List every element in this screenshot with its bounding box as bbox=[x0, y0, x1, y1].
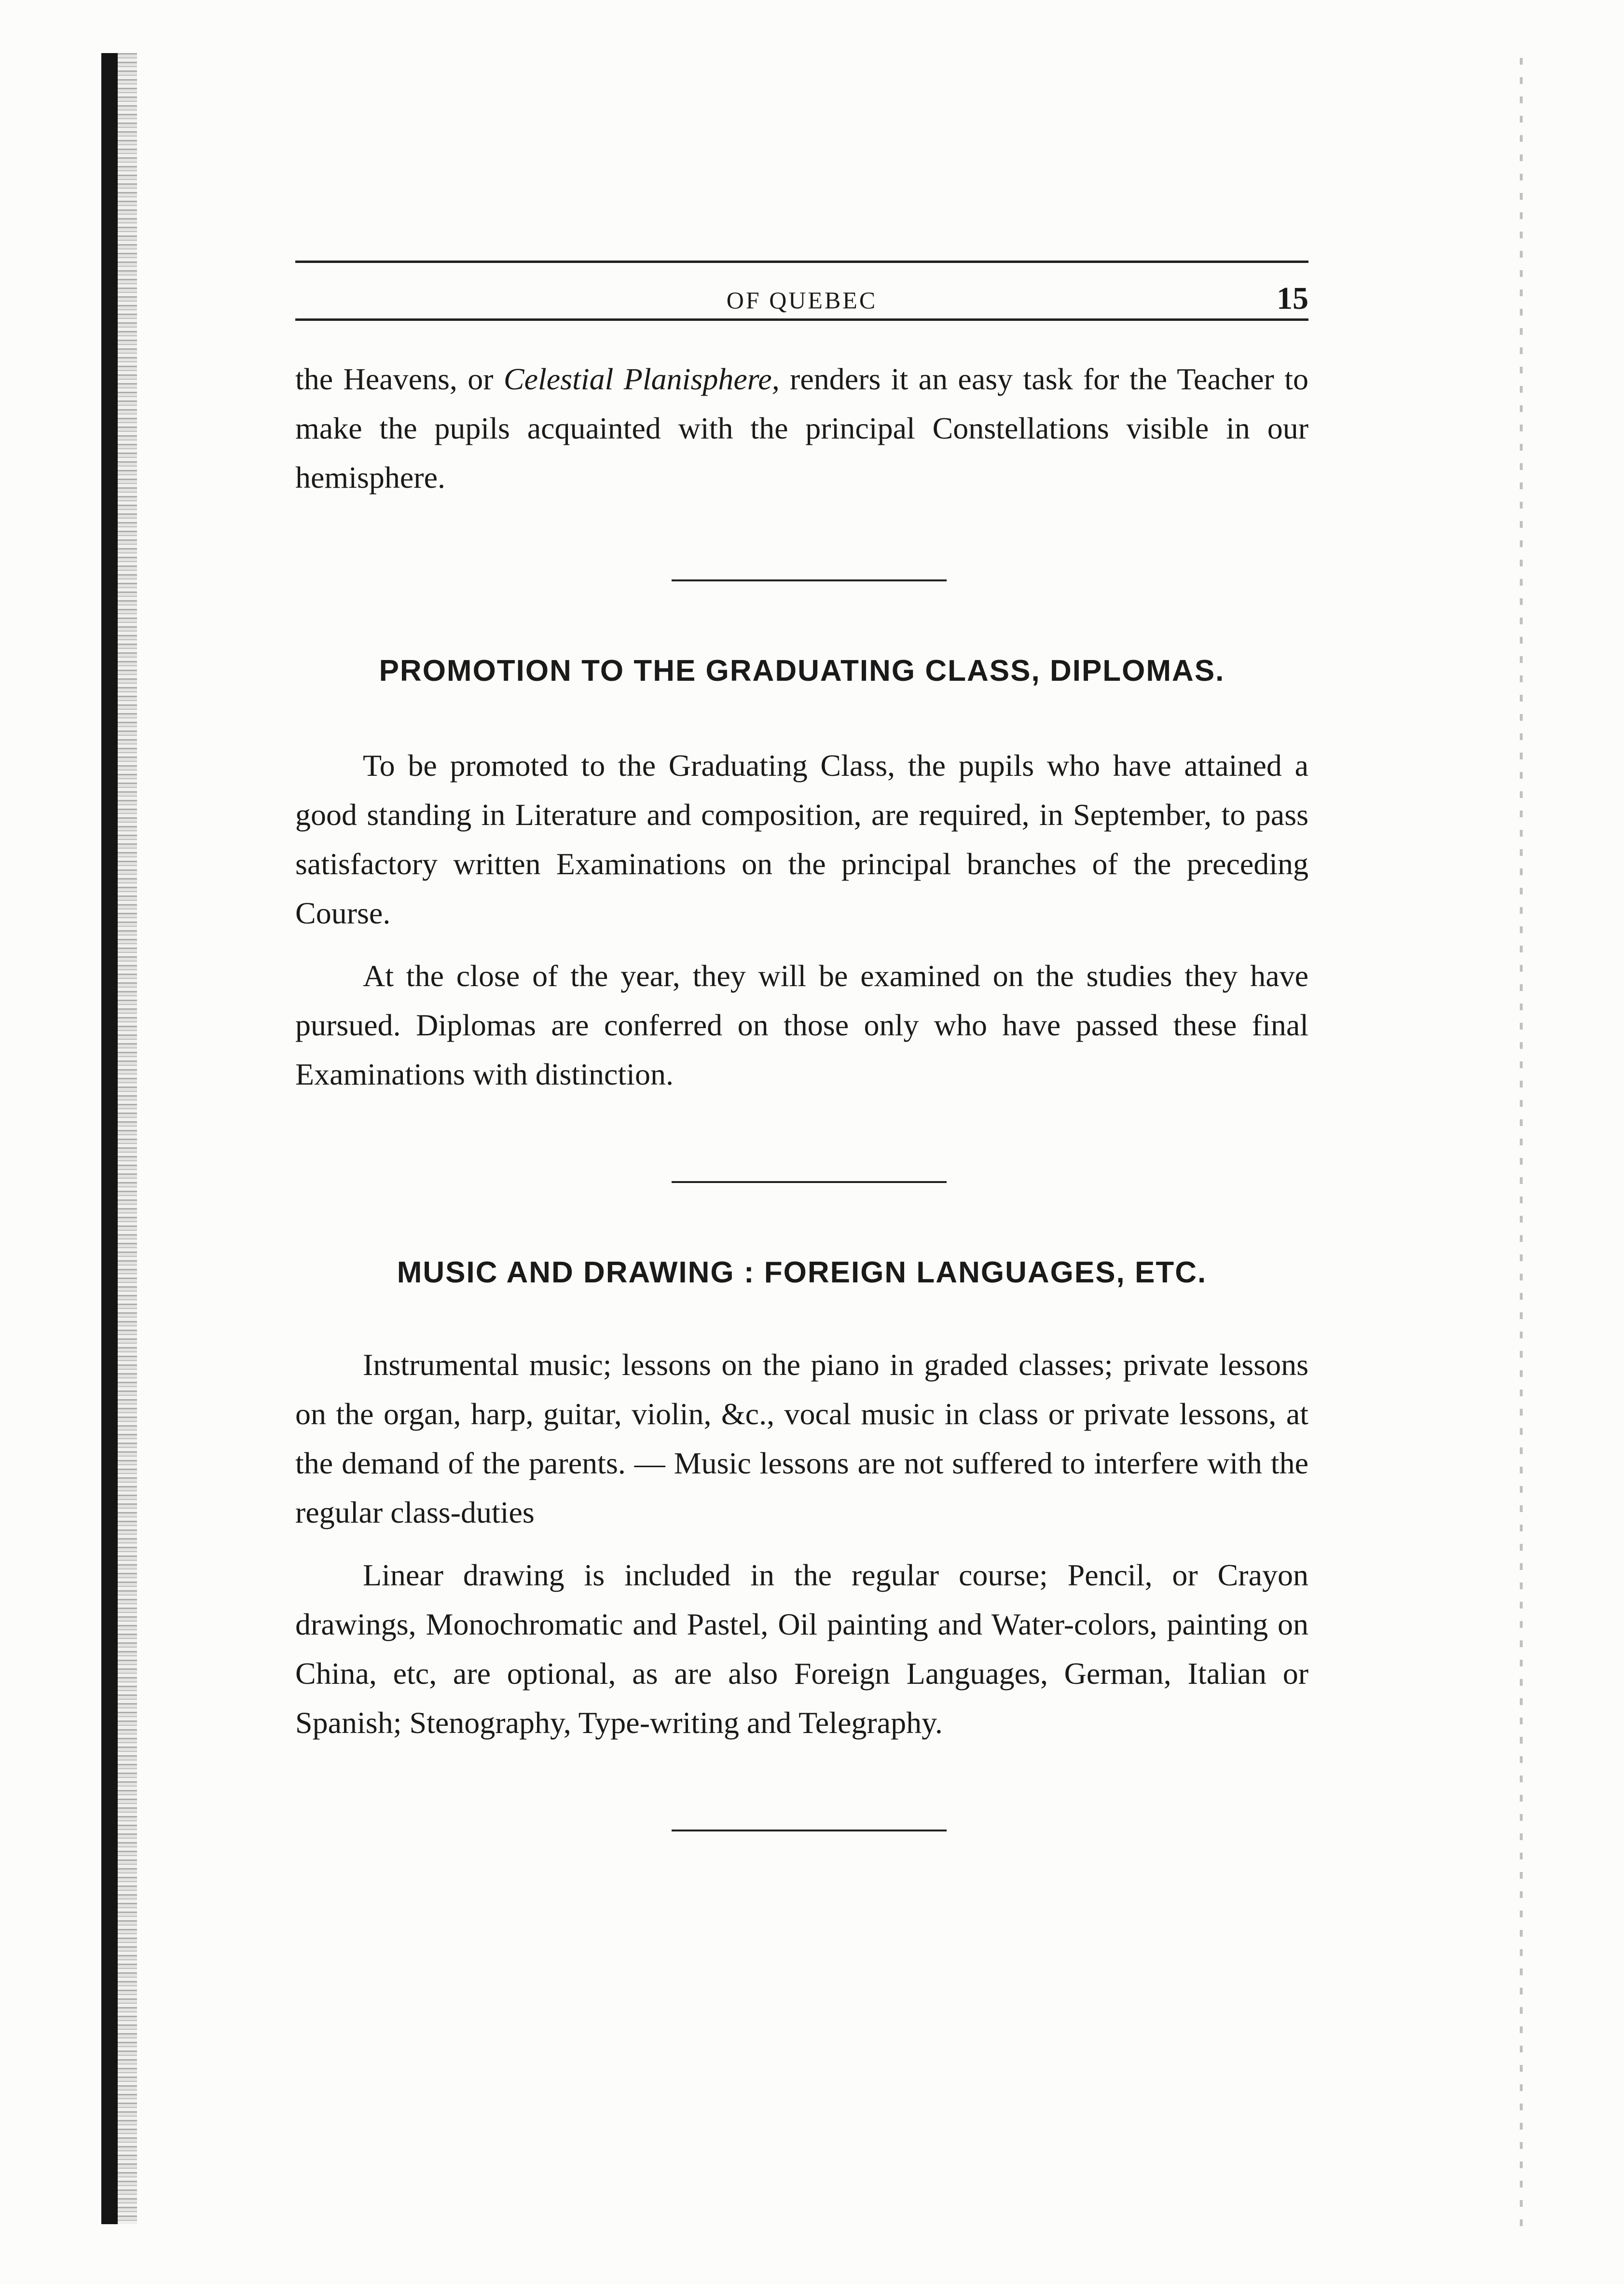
section-heading-promotion: PROMOTION TO THE GRADUATING CLASS, DIPLOMAS. bbox=[379, 654, 1225, 688]
section-separator bbox=[672, 1830, 947, 1831]
binding-edge-texture bbox=[118, 53, 137, 2224]
drawing-paragraph-2: Linear drawing is included in the regular course; Pencil, or Crayon drawings, Monochromatic and Pastel, Oil painting and Water-colors, painting on China, etc, are optional, as are also Foreign Languages, German, Italian or Spanish; Stenography, Type-writing and Telegraphy. bbox=[295, 1558, 1308, 1740]
section-separator bbox=[672, 1181, 947, 1183]
header-bottom-rule bbox=[295, 318, 1308, 321]
promotion-paragraph-1: To be promoted to the Graduating Class, the pupils who have attained a good standing in Literature and composition, are required, in September, to pass satisfactory written Examinations on the principal branches of the preceding Course. bbox=[295, 748, 1308, 930]
intro-paragraph bbox=[295, 355, 1308, 502]
running-title: OF QUEBEC bbox=[726, 287, 878, 314]
intro-italic-term: Celestial Planisphere, bbox=[503, 362, 780, 396]
promotion-paragraph-2: At the close of the year, they will be examined on the studies they have pursued. Diplomas are conferred on those only who have passed these final Examinations with distinction. bbox=[295, 959, 1308, 1091]
page-number: 15 bbox=[1277, 281, 1308, 316]
page-right-edge bbox=[1520, 58, 1523, 2229]
intro-text-before: the Heavens, or bbox=[295, 362, 504, 396]
music-paragraph-1: Instrumental music; lessons on the piano in graded classes; private lessons on the organ, harp, guitar, violin, &c., vocal music in class or private lessons, at the demand of the parents. — Music lessons are not suffered to interfere with the regular class-duties bbox=[295, 1348, 1308, 1529]
section-separator bbox=[672, 579, 947, 581]
page-content bbox=[295, 261, 1308, 1831]
binding-edge-shadow bbox=[101, 53, 118, 2224]
running-header bbox=[295, 263, 1308, 318]
intro-text-after: renders it an easy task for the Teacher to make the pupils acquainted with the principal Constellations visible in our hemisphere. bbox=[295, 362, 1309, 495]
section-heading-music-drawing: MUSIC AND DRAWING : FOREIGN LANGUAGES, ETC. bbox=[397, 1256, 1207, 1289]
